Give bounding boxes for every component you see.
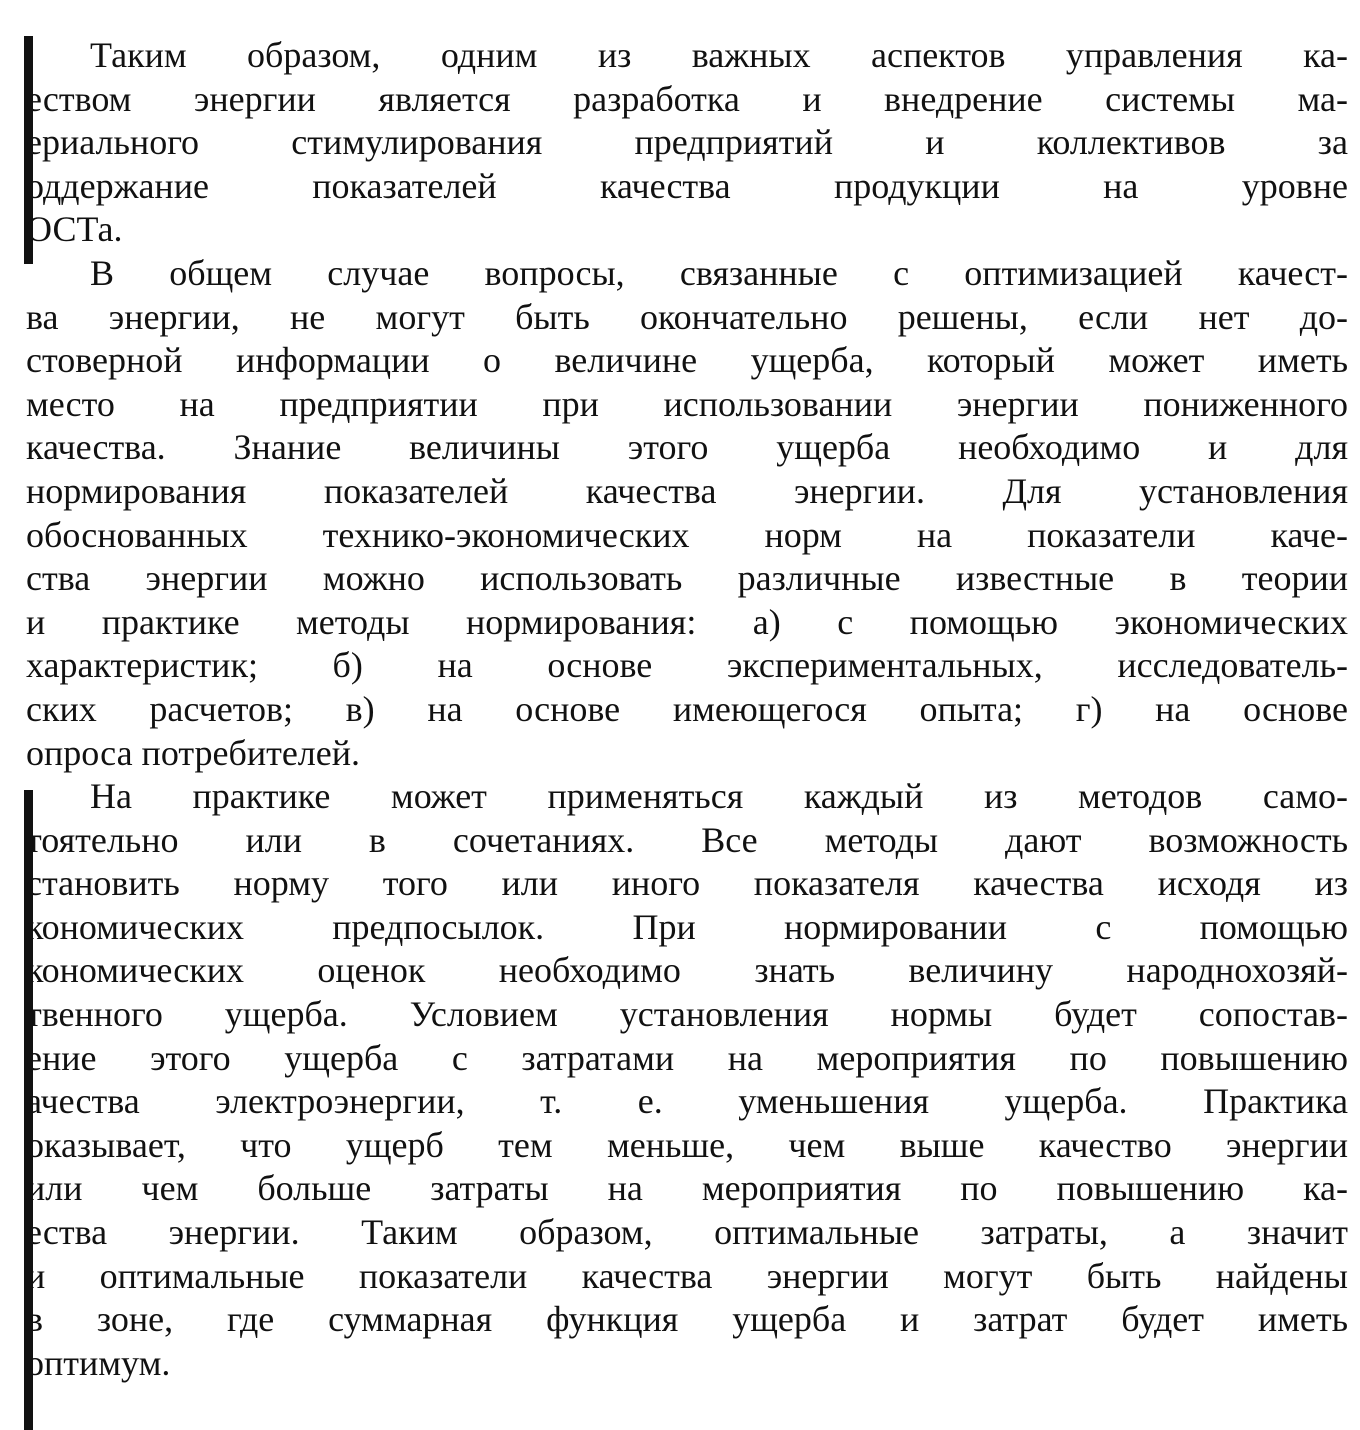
text-line: в зоне, где суммарная функция ущерба и затрат будет иметь bbox=[26, 1299, 1348, 1340]
text-line: качества. Знание величины этого ущерба необходимо и для bbox=[26, 427, 1348, 468]
text-line: стоверной информации о величине ущерба, который может иметь bbox=[26, 340, 1348, 381]
text-line: ва энергии, не могут быть окончательно решены, если нет до- bbox=[26, 296, 1348, 337]
text-line: ение этого ущерба с затратами на мероприятия по повышению bbox=[26, 1037, 1348, 1078]
text-line: ских расчетов; в) на основе имеющегося опыта; г) на основе bbox=[26, 688, 1348, 729]
text-line: кономических оценок необходимо знать величину народнохозяй- bbox=[26, 950, 1348, 991]
text-line: тоятельно или в сочетаниях. Все методы дают возможность bbox=[26, 819, 1348, 860]
document-text bbox=[26, 34, 1348, 1385]
text-line: ачества электроэнергии, т. е. уменьшения ущерба. Практика bbox=[26, 1081, 1348, 1122]
text-line: опроса потребителей. bbox=[26, 732, 361, 773]
paragraph-1 bbox=[26, 34, 1348, 252]
text-line: место на предприятии при использовании энергии пониженного bbox=[26, 383, 1348, 424]
text-line: и оптимальные показатели качества энергии могут быть найдены bbox=[26, 1255, 1348, 1296]
text-line: еством энергии является разработка и внедрение системы ма- bbox=[26, 78, 1348, 119]
text-line: характеристик; б) на основе экспериментальных, исследователь- bbox=[26, 645, 1348, 686]
paragraph-2 bbox=[26, 252, 1348, 775]
paragraph-3 bbox=[26, 775, 1348, 1385]
text-line: ества энергии. Таким образом, оптимальные затраты, а значит bbox=[26, 1212, 1348, 1253]
text-line: кономических предпосылок. При нормировании с помощью bbox=[26, 906, 1348, 947]
text-line: нормирования показателей качества энергии. Для установления bbox=[26, 470, 1348, 511]
text-line: В общем случае вопросы, связанные с оптимизацией качест- bbox=[90, 252, 1348, 293]
text-line: обоснованных технико-экономических норм на показатели каче- bbox=[26, 514, 1348, 555]
text-line: или чем больше затраты на мероприятия по повышению ка- bbox=[26, 1168, 1348, 1209]
text-line: На практике может применяться каждый из методов само- bbox=[90, 776, 1348, 817]
text-line: ства энергии можно использовать различные известные в теории bbox=[26, 558, 1348, 599]
text-line: оптимум. bbox=[26, 1342, 171, 1383]
text-line: Таким образом, одним из важных аспектов управления ка- bbox=[90, 35, 1348, 75]
text-line: становить норму того или иного показателя качества исходя из bbox=[26, 863, 1348, 904]
text-line: ОСТа. bbox=[26, 209, 123, 250]
text-line: оддержание показателей качества продукции на уровне bbox=[26, 165, 1348, 206]
text-line: оказывает, что ущерб тем меньше, чем выше качество энергии bbox=[26, 1124, 1348, 1165]
text-line: и практике методы нормирования: а) с помощью экономических bbox=[26, 601, 1348, 642]
text-line: твенного ущерба. Условием установления нормы будет сопостав- bbox=[26, 994, 1348, 1035]
text-line: ериального стимулирования предприятий и коллективов за bbox=[26, 122, 1348, 163]
